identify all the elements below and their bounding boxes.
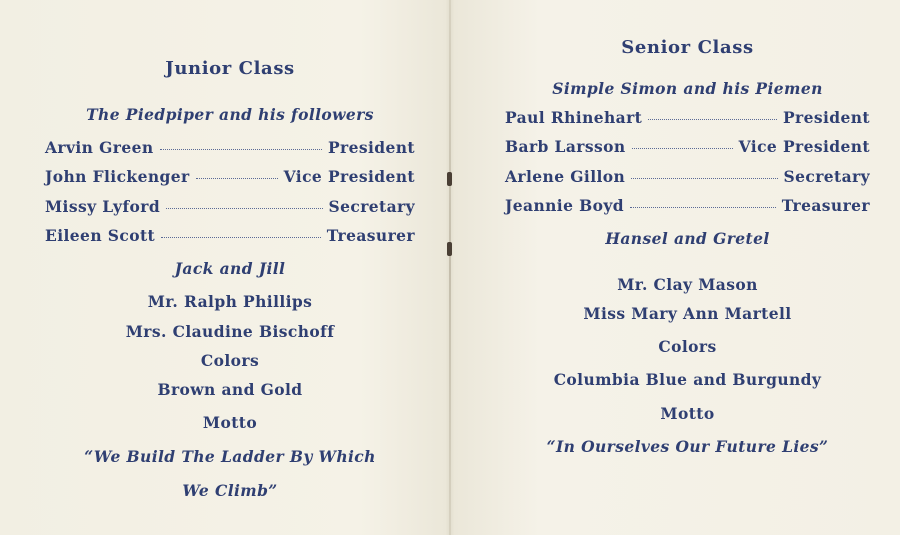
junior-motto-heading: Motto (202, 413, 258, 432)
junior-sponsor-name: Mrs. Claudine Bischoff (125, 322, 335, 341)
senior-class-title: Senior Class (621, 37, 754, 58)
officer-role: President (327, 138, 415, 157)
officer-name: Barb Larsson (505, 137, 626, 156)
senior-colors-heading: Colors (658, 337, 717, 356)
senior-sponsors-heading: Hansel and Gretel (605, 229, 770, 248)
junior-officer-row (45, 138, 415, 157)
junior-sponsor-name: Mr. Ralph Phillips (147, 292, 313, 311)
bottom-staple (447, 242, 452, 256)
senior-officer-row (505, 167, 870, 186)
junior-officer-row (45, 226, 415, 245)
officer-name: Jeannie Boyd (505, 196, 625, 215)
officer-role: Secretary (328, 197, 415, 216)
officer-role: President (782, 108, 870, 127)
officer-name: Arvin Green (45, 138, 154, 157)
officer-role: Treasurer (781, 196, 870, 215)
center-fold (449, 0, 451, 535)
officer-name: Paul Rhinehart (505, 108, 643, 127)
senior-motto: “In Ourselves Our Future Lies” (546, 437, 829, 456)
dot-leader (160, 148, 322, 150)
senior-motto-heading: Motto (660, 404, 715, 423)
officer-role: Secretary (783, 167, 870, 186)
dot-leader (648, 118, 777, 120)
officer-role: Vice President (738, 137, 870, 156)
senior-officer-row (505, 137, 870, 156)
officer-role: Treasurer (326, 226, 415, 245)
junior-officer-row (45, 167, 415, 186)
junior-motto-line2: We Climb” (182, 481, 278, 500)
dot-leader (161, 236, 321, 238)
junior-class-page (45, 0, 415, 535)
dot-leader (632, 147, 733, 149)
top-staple (447, 172, 452, 186)
senior-class-subtitle: Simple Simon and his Piemen (552, 79, 823, 98)
junior-motto-line1: “We Build The Ladder By Which (84, 447, 376, 466)
senior-class-page (505, 0, 870, 535)
junior-officer-row (45, 197, 415, 216)
senior-officer-row (505, 108, 870, 127)
officer-role: Vice President (283, 167, 415, 186)
senior-sponsor-name: Miss Mary Ann Martell (583, 304, 792, 323)
senior-sponsor-name: Mr. Clay Mason (617, 275, 758, 294)
officer-name: Missy Lyford (45, 197, 161, 216)
senior-officer-row (505, 196, 870, 215)
dot-leader (631, 177, 777, 179)
junior-class-title: Junior Class (165, 58, 295, 79)
junior-class-subtitle: The Piedpiper and his followers (86, 105, 374, 124)
junior-sponsors-heading: Jack and Jill (174, 259, 286, 278)
dot-leader (630, 206, 776, 208)
officer-name: Eileen Scott (45, 226, 156, 245)
officer-name: Arlene Gillon (505, 167, 626, 186)
dot-leader (196, 177, 278, 179)
junior-colors-heading: Colors (200, 351, 260, 370)
dot-leader (166, 207, 322, 209)
junior-colors: Brown and Gold (157, 380, 303, 399)
senior-colors: Columbia Blue and Burgundy (553, 370, 822, 389)
officer-name: John Flickenger (45, 167, 190, 186)
